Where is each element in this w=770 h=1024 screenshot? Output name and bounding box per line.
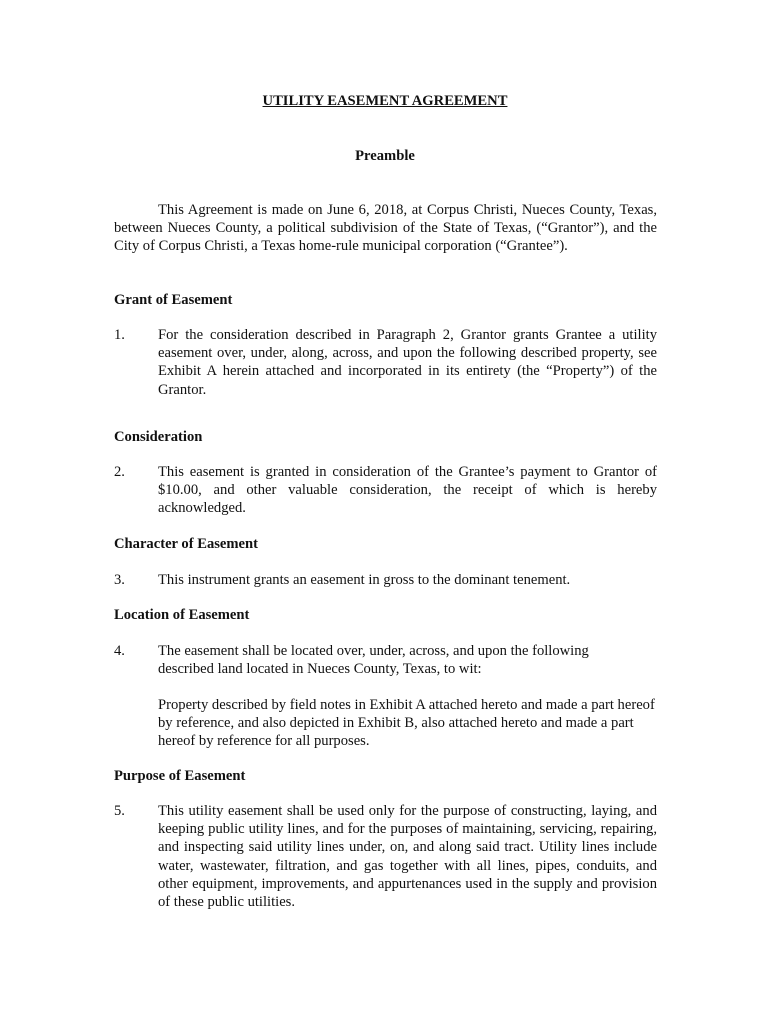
section-heading-purpose: Purpose of Easement: [114, 768, 246, 784]
section-item-5: [114, 802, 657, 911]
section-text: For the consideration described in Paragraph 2, Grantor grants Grantee a utility easement over, under, along, across, and upon the following described property, see Exhibit A herein attached and incorporated in its entirety (the “Property”) of the Grantor.: [158, 327, 657, 398]
document-title: UTILITY EASEMENT AGREEMENT: [262, 93, 508, 109]
section-heading-grant: Grant of Easement: [114, 292, 233, 308]
section-item-1: [114, 326, 657, 399]
section-number: 4.: [114, 643, 125, 659]
section-number: 3.: [114, 572, 125, 588]
section-text: This easement is granted in consideration of the Grantee’s payment to Grantor of $10.00, and other valuable consideration, the receipt of which is hereby acknowledged.: [158, 464, 657, 517]
preamble-heading: Preamble: [355, 148, 415, 164]
section-heading-consideration: Consideration: [114, 429, 203, 445]
location-subparagraph: Property described by field notes in Exhibit A attached hereto and made a part hereof by reference, and also depicted in Exhibit B, also attached hereto and made a part hereof by reference for all purposes.: [158, 697, 655, 750]
section-item-3: [114, 571, 657, 589]
section-item-4: [114, 642, 657, 678]
section-number: 2.: [114, 464, 125, 480]
section-number: 1.: [114, 327, 125, 343]
section-number: 5.: [114, 803, 125, 819]
section-item-2: [114, 463, 657, 518]
section-text: This instrument grants an easement in gross to the dominant tenement.: [158, 572, 571, 588]
section-text: The easement shall be located over, under, across, and upon the following described land located in Nueces County, Texas, to wit:: [158, 643, 589, 678]
section-text: This utility easement shall be used only for the purpose of constructing, laying, and keeping public utility lines, and for the purposes of maintaining, servicing, repairing, and inspecting said utility lines under, on, and along said tract. Utility lines include water, wastewater, filtration, and gas together with all lines, pipes, conduits, and other equipment, improvements, and appurtenances used in the supply and provision of these public utilities.: [158, 803, 657, 911]
preamble-paragraph: This Agreement is made on June 6, 2018, at Corpus Christi, Nueces County, Texas, between Nueces County, a political subdivision of the State of Texas, (“Grantor”), and the City of Corpus Christi, a Texas home-rule municipal corporation (“Grantee”).: [114, 202, 657, 255]
section-heading-character: Character of Easement: [114, 536, 259, 552]
section-heading-location: Location of Easement: [114, 607, 250, 623]
